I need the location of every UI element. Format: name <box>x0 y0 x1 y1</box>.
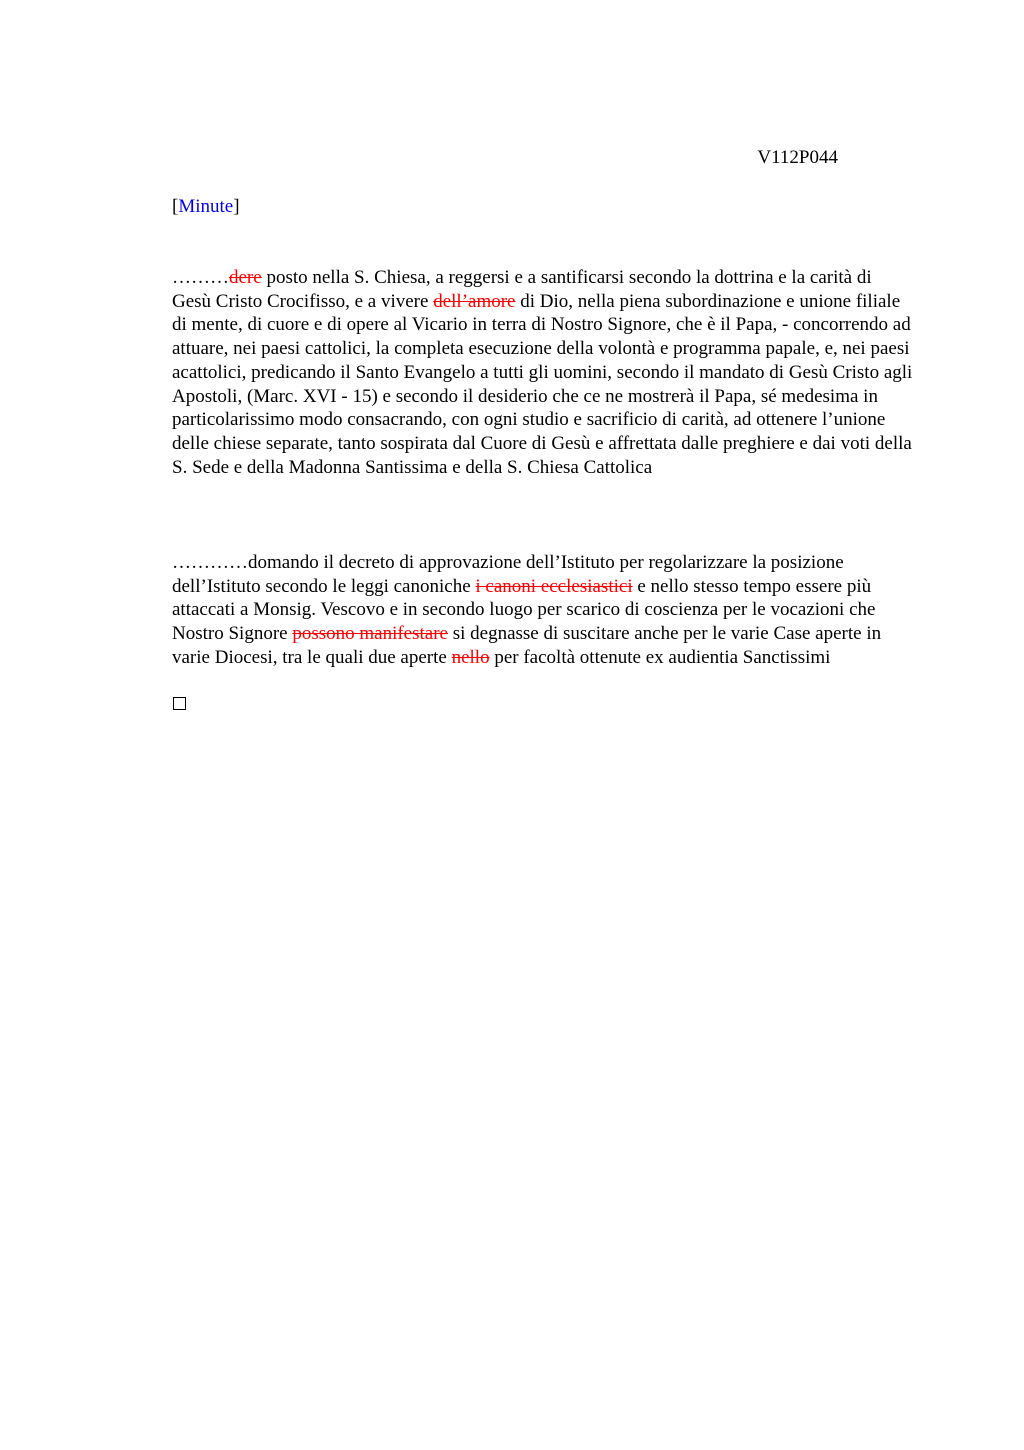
paragraph-2 <box>172 551 914 670</box>
paragraph-1 <box>172 266 914 479</box>
paragraph-1-text: di Dio, nella piena subordinazione e unione filiale di mente, di cuore e di opere al Vicario in terra di Nostro Signore, che è il Papa, - concorrendo ad attuare, nei paesi cattolici, la completa esecuzione della volontà e programma papale, e, nei paesi acattolici, predicando il Santo Evangelo a tutti gli uomini, secondo il mandato di Gesù Cristo agli Apostoli, (Marc. XVI - 15) e secondo il desiderio che ce ne mostrerà il Papa, sé medesima in particolarissimo modo consacrando, con ogni studio e sacrificio di carità, ad ottenere l’unione delle chiese separate, tanto sospirata dal Cuore di Gesù e affrettata dalle preghiere e dai voti della S. Sede e della Madonna Santissima e della S. Chiesa Cattolica <box>172 290 913 478</box>
minute-close-bracket: ] <box>233 196 240 217</box>
deleted-text: i canoni ecclesiastici <box>475 575 633 597</box>
paragraph-1-lead: ……… <box>172 267 229 288</box>
minute-link[interactable]: Minute <box>178 196 234 217</box>
deleted-text: dere <box>229 267 262 288</box>
minute-open-bracket: [ <box>172 196 179 217</box>
paragraph-2-text: …………domando il decreto di approvazione dell’Istituto per regolarizzare la posizione dell’Istituto secondo le leggi canoniche <box>172 552 844 597</box>
checkbox-square-icon <box>173 697 186 710</box>
minute-heading <box>172 195 240 219</box>
paragraph-2-text: per facoltà ottenute ex audientia Sanctissimi <box>489 646 831 668</box>
deleted-text: dell’amore <box>433 290 516 312</box>
paragraph-2-text: si degnasse di suscitare anche per le varie Case aperte in varie Diocesi, tra le quali due aperte <box>172 623 882 668</box>
deleted-text: possono manifestare <box>292 623 448 645</box>
document-id: V112P044 <box>757 147 838 168</box>
paragraph-1-text: posto nella S. Chiesa, a reggersi e a santificarsi secondo la dottrina e la carità di Gesù Cristo Crocifisso, e a vivere <box>172 267 872 312</box>
paragraph-2-text: e nello stesso tempo essere più attaccati a Monsig. Vescovo e in secondo luogo per scarico di coscienza per le vocazioni che Nostro Signore <box>172 575 876 645</box>
deleted-text: nello <box>451 646 490 668</box>
